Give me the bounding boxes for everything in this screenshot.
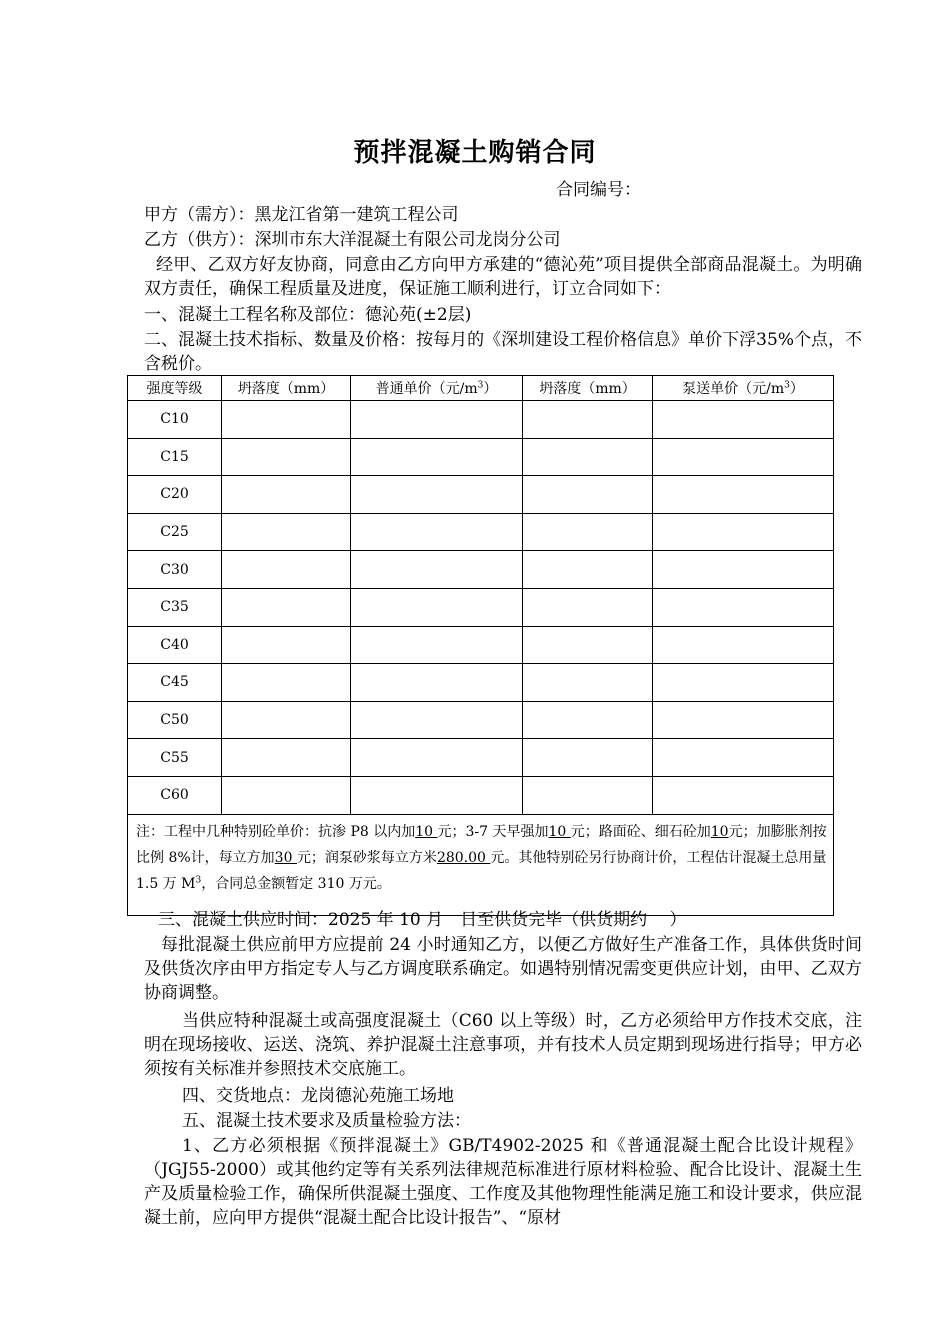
empty-cell bbox=[351, 476, 523, 514]
grade-cell: C10 bbox=[128, 401, 222, 439]
table-row bbox=[128, 776, 834, 814]
empty-cell bbox=[351, 513, 523, 551]
header-slump-pump: 坍落度（mm） bbox=[523, 376, 653, 401]
grade-cell: C55 bbox=[128, 739, 222, 777]
empty-cell bbox=[351, 739, 523, 777]
empty-cell bbox=[523, 551, 653, 589]
empty-cell bbox=[222, 739, 351, 777]
empty-cell bbox=[351, 664, 523, 702]
section-3-heading: 三、混凝土供应时间：2025 年 10 月 日至供货完毕（供货期约 ） bbox=[158, 910, 687, 930]
header-slump-normal: 坍落度（mm） bbox=[222, 376, 351, 401]
empty-cell bbox=[351, 776, 523, 814]
contract-number-label: 合同编号： bbox=[556, 180, 641, 200]
quality-paragraph: 1、乙方必须根据《预拌混凝土》GB/T4902-2025 和《普通混凝土配合比设计规程》（JGJ55-2000）或其他约定等有关系列法律规范标准进行原材料检验、配合比设计、混凝土生产及质量检验工作，确保所供混凝土强度、工作度及其他物理性能满足施工和设计要求，供应混凝土前，应向甲方提供“混凝土配合比设计报告”、“原材 bbox=[144, 1136, 862, 1228]
supply-paragraph: 每批混凝土供应前甲方应提前 24 小时通知乙方，以便乙方做好生产准备工作，具体供货时间及供货次序由甲方指定专人与乙方调度联系确定。如遇特别情况需变更供应计划，由甲、乙双方协商调整。 bbox=[144, 935, 862, 1003]
empty-cell bbox=[222, 476, 351, 514]
grade-cell: C30 bbox=[128, 551, 222, 589]
empty-cell bbox=[222, 513, 351, 551]
table-row bbox=[128, 701, 834, 739]
document-title: 预拌混凝土购销合同 bbox=[353, 138, 597, 168]
grade-cell: C35 bbox=[128, 588, 222, 626]
empty-cell bbox=[222, 626, 351, 664]
empty-cell bbox=[523, 401, 653, 439]
section-1-heading: 一、混凝土工程名称及部位：德沁苑(±2层) bbox=[144, 305, 472, 325]
grade-cell: C20 bbox=[128, 476, 222, 514]
empty-cell bbox=[523, 438, 653, 476]
empty-cell bbox=[653, 438, 834, 476]
grade-cell: C60 bbox=[128, 776, 222, 814]
empty-cell bbox=[523, 664, 653, 702]
grade-cell: C40 bbox=[128, 626, 222, 664]
empty-cell bbox=[351, 701, 523, 739]
header-grade: 强度等级 bbox=[128, 376, 222, 401]
empty-cell bbox=[653, 664, 834, 702]
empty-cell bbox=[653, 776, 834, 814]
table-row bbox=[128, 664, 834, 702]
empty-cell bbox=[523, 739, 653, 777]
table-note-row bbox=[128, 814, 834, 915]
grade-cell: C15 bbox=[128, 438, 222, 476]
empty-cell bbox=[653, 551, 834, 589]
empty-cell bbox=[653, 701, 834, 739]
grade-cell: C50 bbox=[128, 701, 222, 739]
party-a-line: 甲方（需方）：黑龙江省第一建筑工程公司 bbox=[144, 205, 459, 225]
table-row bbox=[128, 626, 834, 664]
empty-cell bbox=[351, 588, 523, 626]
table-header-row bbox=[128, 376, 834, 401]
empty-cell bbox=[653, 739, 834, 777]
empty-cell bbox=[653, 588, 834, 626]
empty-cell bbox=[523, 701, 653, 739]
table-row bbox=[128, 476, 834, 514]
table-row bbox=[128, 401, 834, 439]
empty-cell bbox=[523, 776, 653, 814]
empty-cell bbox=[222, 776, 351, 814]
table-note: 注：工程中几种特别砼单价：抗渗 P8 以内加10 元；3-7 天早强加10 元；路面砼、细石砼加10元；加膨胀剂按比例 8%计，每立方加30 元；润泵砂浆每立方米280.00 元。其他特别砼另行协商计价，工程估计混凝土总用量 1.5 万 $M^3$，合同总金额暂定 310 万元。 bbox=[128, 814, 834, 915]
empty-cell bbox=[653, 476, 834, 514]
table-row bbox=[128, 551, 834, 589]
table-row bbox=[128, 588, 834, 626]
empty-cell bbox=[523, 588, 653, 626]
empty-cell bbox=[222, 551, 351, 589]
party-b-line: 乙方（供方）：深圳市东大洋混凝土有限公司龙岗分公司 bbox=[144, 230, 561, 250]
empty-cell bbox=[653, 626, 834, 664]
empty-cell bbox=[351, 438, 523, 476]
empty-cell bbox=[523, 626, 653, 664]
header-price-pump: 泵送单价（元$/m^3$） bbox=[653, 376, 834, 401]
table-row bbox=[128, 739, 834, 777]
price-table bbox=[127, 375, 834, 916]
intro-paragraph: 经甲、乙双方好友协商，同意由乙方向甲方承建的“德沁苑”项目提供全部商品混凝土。为明确双方责任，确保工程质量及进度，保证施工顺利进行，订立合同如下： bbox=[144, 255, 862, 299]
header-price-normal: 普通单价（元$/m^3$） bbox=[351, 376, 523, 401]
empty-cell bbox=[222, 438, 351, 476]
empty-cell bbox=[222, 664, 351, 702]
empty-cell bbox=[523, 476, 653, 514]
section-5-heading: 五、混凝土技术要求及质量检验方法： bbox=[182, 1111, 471, 1131]
empty-cell bbox=[222, 401, 351, 439]
grade-cell: C45 bbox=[128, 664, 222, 702]
table-row bbox=[128, 438, 834, 476]
empty-cell bbox=[351, 401, 523, 439]
empty-cell bbox=[222, 701, 351, 739]
section-4-heading: 四、交货地点：龙岗德沁苑施工场地 bbox=[182, 1086, 454, 1106]
empty-cell bbox=[653, 401, 834, 439]
empty-cell bbox=[653, 513, 834, 551]
special-concrete-paragraph: 当供应特种混凝土或高强度混凝土（C60 以上等级）时，乙方必须给甲方作技术交底，注明在现场接收、运送、浇筑、养护混凝土注意事项，并有技术人员定期到现场进行指导；甲方必须按有关标准并参照技术交底施工。 bbox=[144, 1011, 862, 1079]
empty-cell bbox=[523, 513, 653, 551]
empty-cell bbox=[351, 626, 523, 664]
table-row bbox=[128, 513, 834, 551]
grade-cell: C25 bbox=[128, 513, 222, 551]
empty-cell bbox=[351, 551, 523, 589]
section-2-heading: 二、混凝土技术指标、数量及价格：按每月的《深圳建设工程价格信息》单价下浮35%个点，不含税价。 bbox=[144, 330, 862, 374]
empty-cell bbox=[222, 588, 351, 626]
